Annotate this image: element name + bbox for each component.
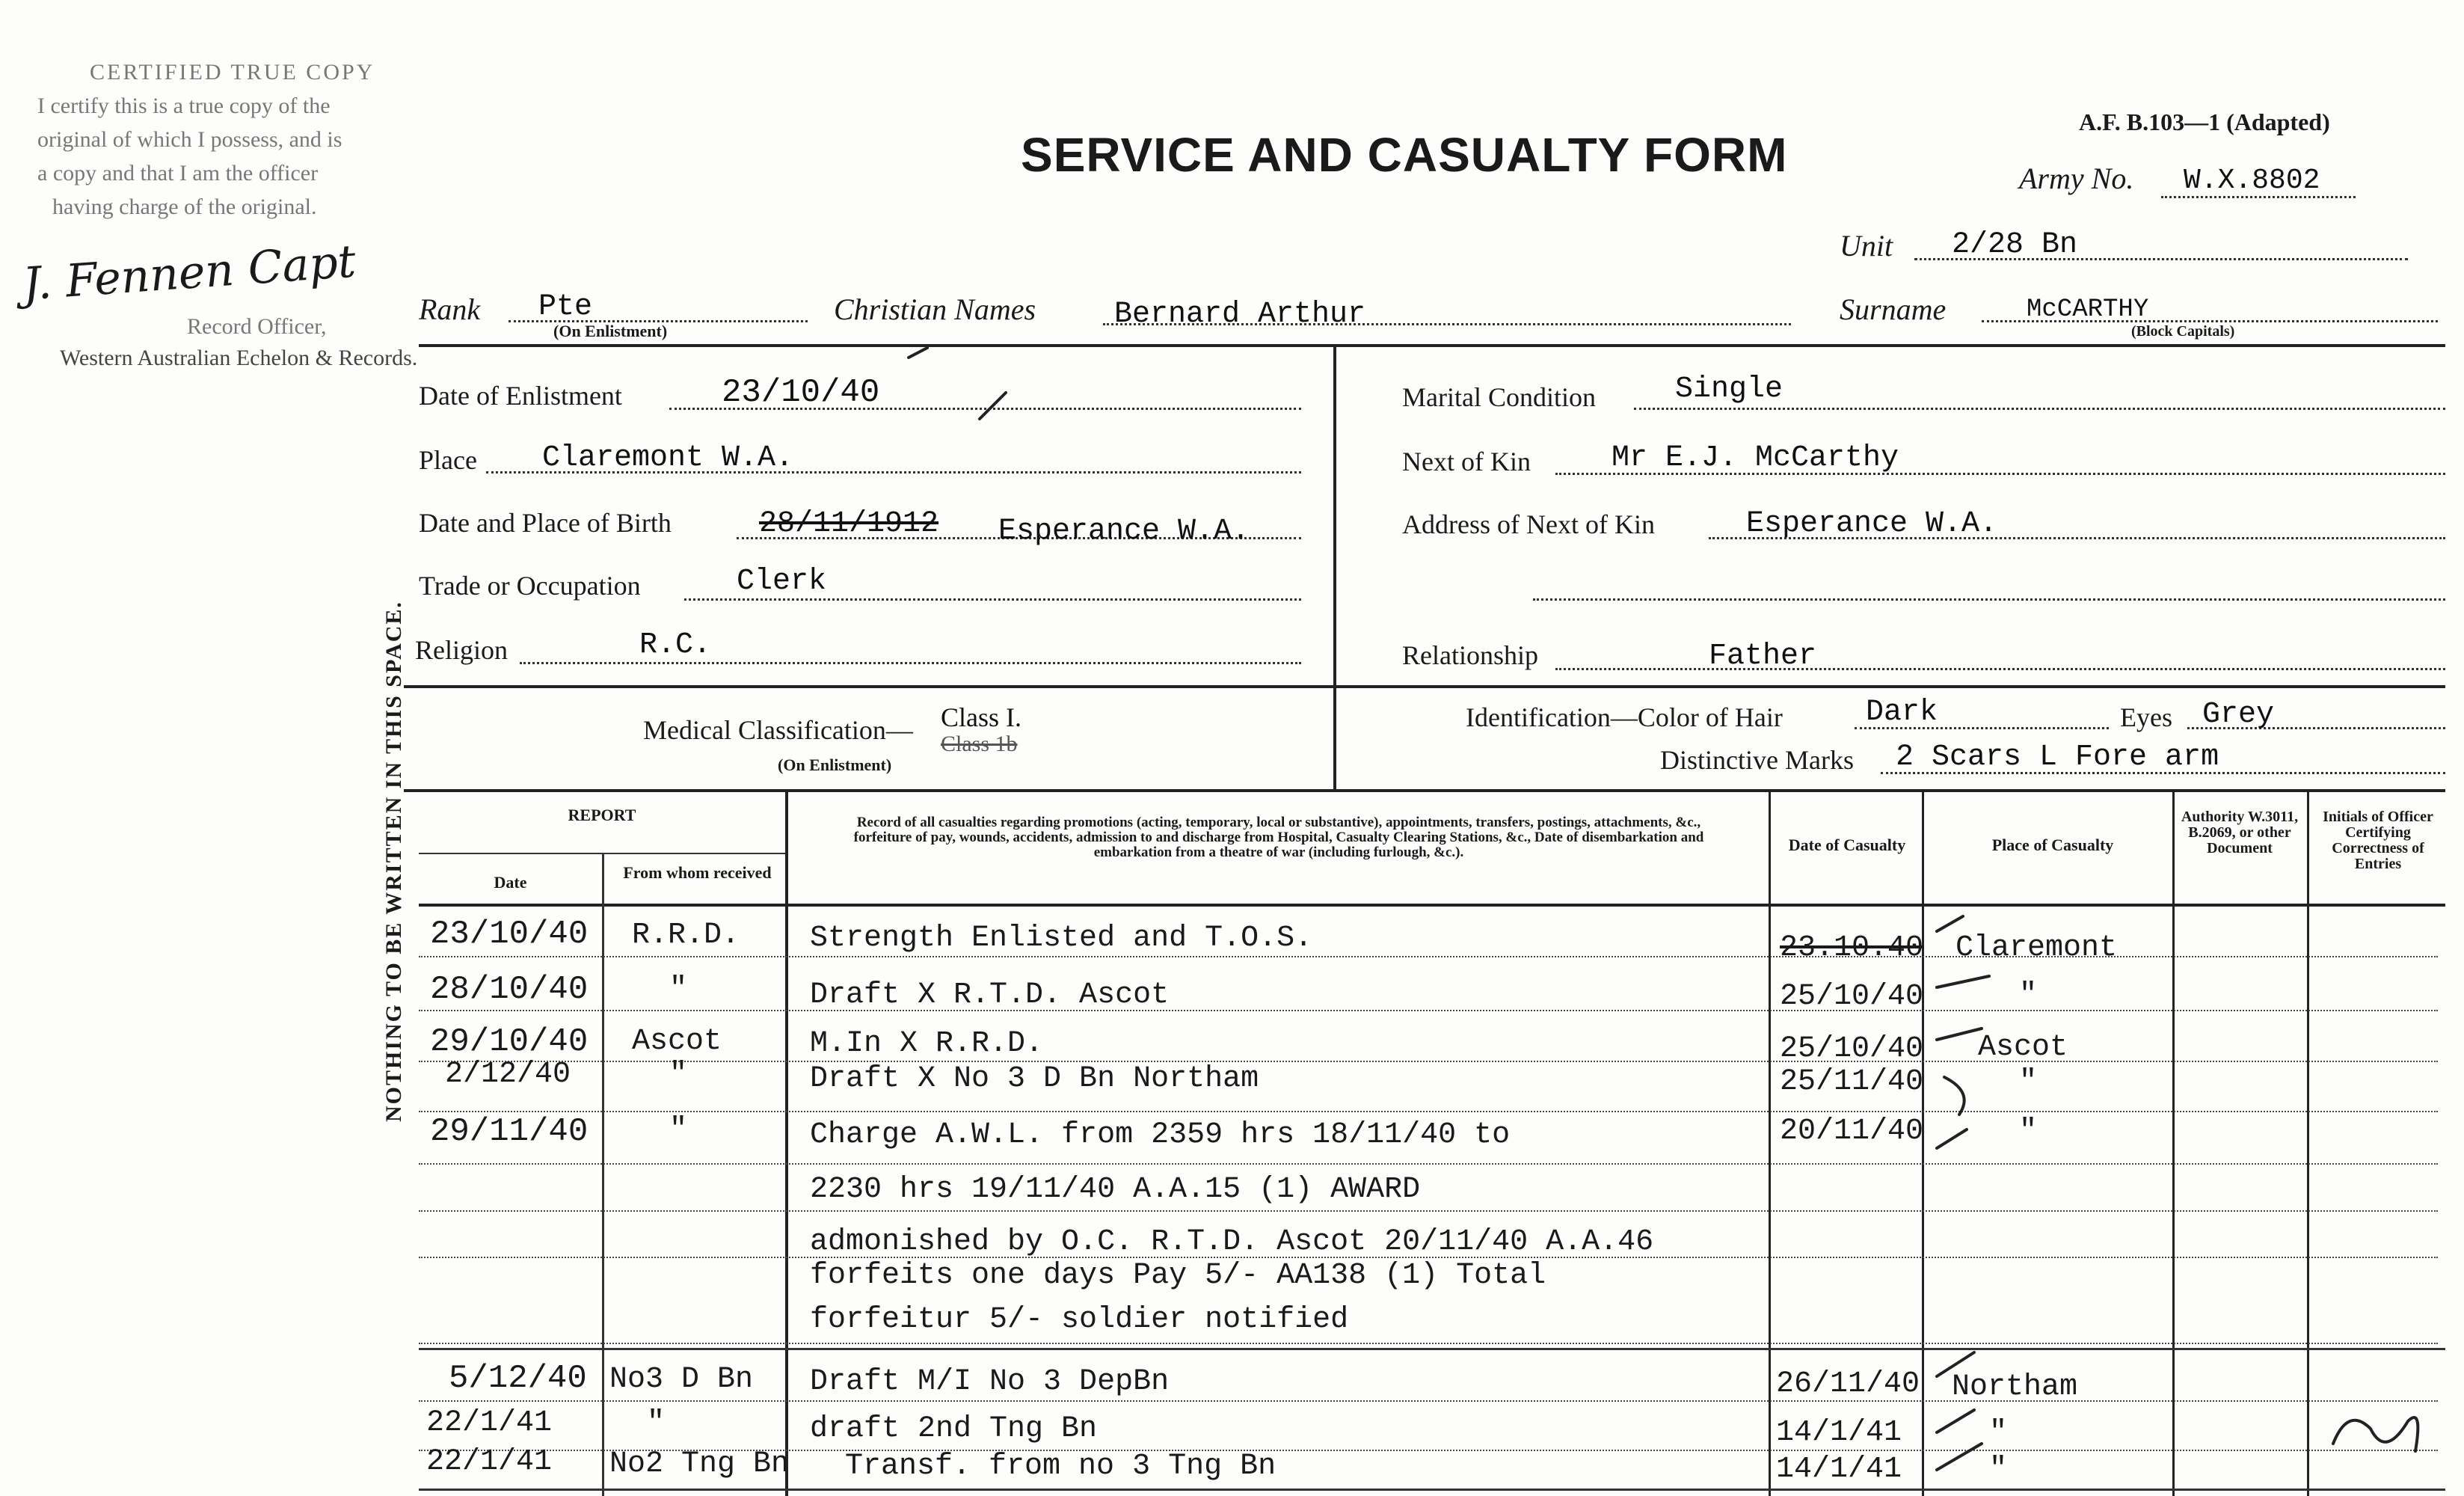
identification-label: Identification—Color of Hair [1466,702,1783,732]
medical-label: Medical Classification— [643,715,913,745]
row-date: 29/10/40 [430,1023,589,1061]
hair-value: Dark [1866,696,1938,729]
relationship-label: Relationship [1402,640,1538,670]
medical-value: Class I. [941,702,1021,732]
row-record: M.In X R.R.D. [810,1027,1044,1061]
next-of-kin-value: Mr E.J. McCarthy [1612,441,1899,475]
unit-label: Unit [1840,229,1893,263]
row-record: forfeitur 5/- soldier notified [810,1303,1349,1337]
birth-label: Date and Place of Birth [419,508,672,538]
date-column-header: Date [494,873,527,892]
row-casualty-date: 25/11/40 [1780,1065,1924,1099]
religion-value: R.C. [639,628,712,662]
row-record: Strength Enlisted and T.O.S. [810,922,1313,955]
row-casualty-date: 26/11/40 [1776,1367,1920,1401]
row-record: forfeits one days Pay 5/- AA138 (1) Total [810,1259,1546,1293]
trade-value: Clerk [737,565,827,598]
marital-label: Marital Condition [1402,382,1596,412]
place-value: Claremont W.A. [542,441,794,475]
enlistment-date-value: 23/10/40 [722,374,880,411]
army-no-value: W.X.8802 [2184,165,2320,197]
row-casualty-place: Claremont [1955,931,2118,965]
christian-names-value: Bernard Arthur [1114,298,1366,331]
religion-label: Religion [415,635,508,665]
row-date: 22/1/41 [426,1445,553,1479]
marital-value: Single [1675,373,1784,406]
row-casualty-place: " [1989,1416,2008,1450]
form-code: A.F. B.103—1 (Adapted) [2079,108,2330,135]
row-casualty-place: " [2019,1115,2038,1148]
birth-date-value: 28/11/1912 [759,507,939,541]
certification-line: a copy and that I am the officer [37,161,319,186]
eyes-value: Grey [2202,698,2275,732]
casualty-date-header: Date of Casualty [1788,836,1906,854]
row-from: " [669,972,688,1006]
from-column-header: From whom received [623,863,772,882]
place-label: Place [419,445,477,475]
unit-value: 2/28 Bn [1952,228,2078,262]
row-casualty-place: Northam [1952,1370,2078,1404]
row-casualty-place: " [2019,978,2038,1012]
row-date: 28/10/40 [430,971,589,1008]
enlistment-date-label: Date of Enlistment [419,381,622,411]
distinctive-marks-value: 2 Scars L Fore arm [1896,741,2219,774]
surname-note: (Block Capitals) [2131,323,2235,340]
medical-note: (On Enlistment) [778,755,892,774]
surname-value: McCARTHY [2027,295,2149,324]
row-record: Draft X R.T.D. Ascot [810,978,1170,1012]
rank-label: Rank [419,292,481,326]
surname-label: Surname [1840,292,1947,326]
trade-label: Trade or Occupation [419,571,641,601]
row-from: " [647,1406,666,1440]
certification-line: having charge of the original. [52,194,317,219]
row-record: Transf. from no 3 Tng Bn [845,1450,1276,1483]
certification-line: original of which I possess, and is [37,127,342,152]
row-casualty-place: " [2019,1065,2038,1099]
distinctive-marks-label: Distinctive Marks [1660,745,1854,775]
nok-address-value: Esperance W.A. [1746,507,1998,541]
row-record: Draft X No 3 D Bn Northam [810,1062,1259,1096]
row-casualty-date: 20/11/40 [1780,1115,1924,1148]
form-title: SERVICE AND CASUALTY FORM [1021,128,1788,182]
row-casualty-date: 14/1/41 [1776,1453,1902,1486]
row-from: No3 D Bn [609,1363,754,1397]
rank-value: Pte [538,290,593,324]
certification-line: CERTIFIED TRUE COPY [90,60,375,85]
nok-address-label: Address of Next of Kin [1402,509,1655,539]
christian-names-label: Christian Names [834,292,1036,326]
row-casualty-place: " [1989,1453,2008,1486]
row-casualty-date: 25/10/40 [1780,980,1924,1014]
eyes-label: Eyes [2120,702,2172,732]
row-from: " [669,1113,688,1147]
records-office: Western Australian Echelon & Records. [60,346,418,370]
birth-place-value: Esperance W.A. [998,515,1250,548]
row-record: 2230 hrs 19/11/40 A.A.15 (1) AWARD [810,1173,1421,1207]
officer-title: Record Officer, [187,314,327,339]
row-from: Ascot [632,1025,722,1058]
side-notice: NOTHING TO BE WRITTEN IN THIS SPACE. [381,601,406,1122]
row-date: 23/10/40 [430,916,589,953]
medical-struck-value: Class 1b [941,732,1018,756]
casualty-place-header: Place of Casualty [1991,836,2114,854]
next-of-kin-label: Next of Kin [1402,447,1531,476]
certification-line: I certify this is a true copy of the [37,94,331,118]
row-record: admonished by O.C. R.T.D. Ascot 20/11/40 A.A.46 [810,1225,1654,1259]
row-record: Charge A.W.L. from 2359 hrs 18/11/40 to [810,1118,1511,1152]
officer-signature: J. Fennen Capt [21,235,358,311]
row-casualty-date: 25/10/40 [1780,1032,1924,1066]
army-no-label: Army No. [2019,162,2134,195]
row-date: 29/11/40 [430,1113,589,1150]
row-date: 22/1/41 [426,1406,553,1440]
record-column-header: Record of all casualties regarding promotions (acting, temporary, local or substantive), appointments, transfers, postings, attachments, &c., forfeiture of pay, wounds, accidents, admission to and discharge from Hospital, Casualty Clearing Stations, &c., Date of disembarkation and embarkation from a theatre of war (including furlough, &c.). [853,815,1704,860]
row-record: draft 2nd Tng Bn [810,1412,1098,1446]
row-casualty-date: 23.10.40 [1780,931,1924,965]
row-record: Draft M/I No 3 DepBn [810,1365,1170,1399]
row-date: 2/12/40 [445,1058,571,1091]
relationship-value: Father [1709,640,1817,673]
row-from: No2 Tng Bn [609,1447,790,1481]
report-header: REPORT [568,806,636,824]
rank-note: (On Enlistment) [553,322,668,340]
row-from: R.R.D. [632,919,740,952]
row-casualty-place: Ascot [1978,1031,2068,1064]
initials-header: Initials of Officer Certifying Correctness of Entries [2323,809,2433,872]
row-date: 5/12/40 [449,1360,587,1397]
row-casualty-date: 14/1/41 [1776,1416,1902,1450]
row-from: " [669,1058,688,1091]
authority-header: Authority W.3011, B.2069, or other Document [2181,809,2299,856]
